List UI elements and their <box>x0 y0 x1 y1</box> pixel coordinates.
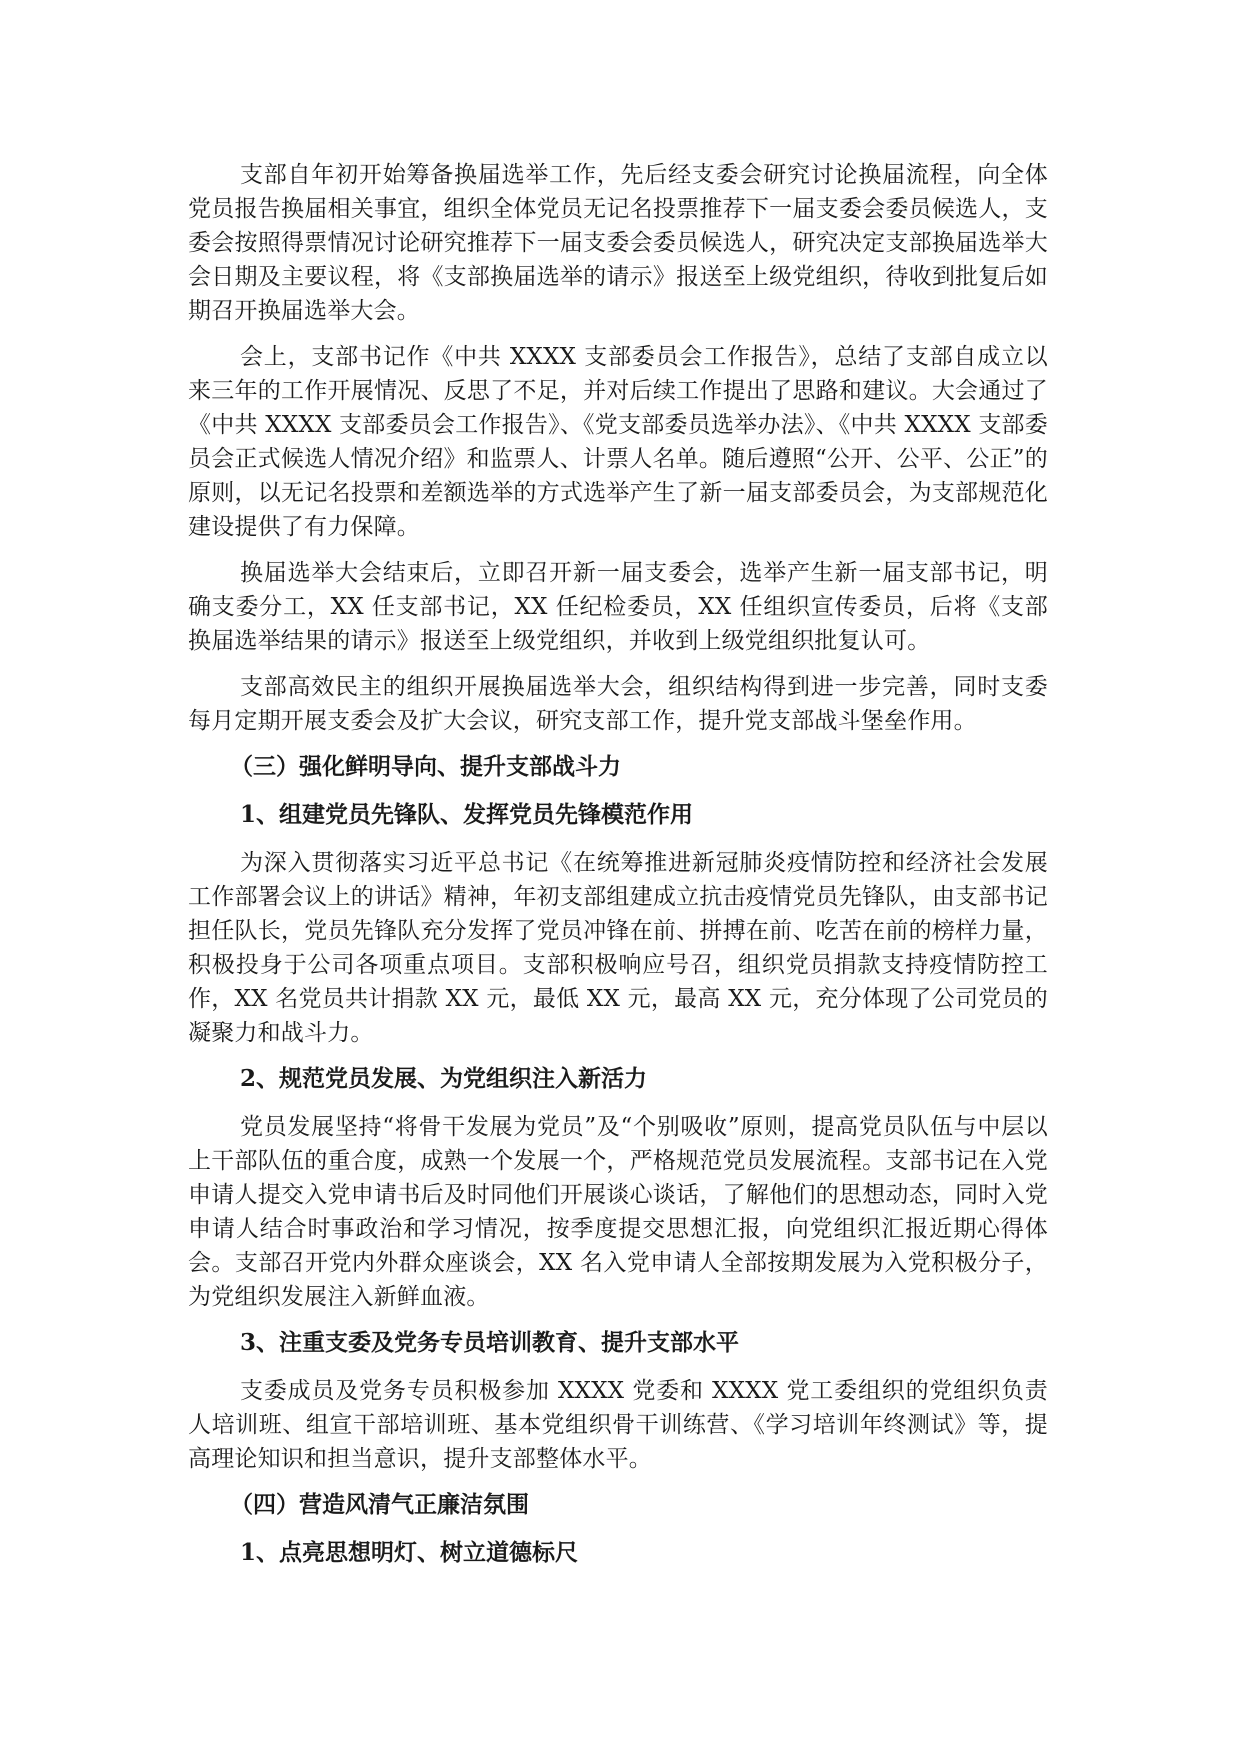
subheading-vanguard-team: 1、组建党员先锋队、发挥党员先锋模范作用 <box>240 801 694 828</box>
paragraph-election-meeting: 会上，支部书记作《中共 XXXX 支部委员会工作报告》，总结了支部自成立以来三年的工作开展情况、反思了不足，并对后续工作提出了思路和建议。大会通过了《中共 XXXX 支部委员会工作报告》、《党支部委员选举办法》、《中共 XXXX 支部委员会正式候选人情况介绍》和监票人、计票人名单。随后遵照“公开、公平、公正”的原则，以无记名投票和差额选举的方式选举产生了新一届支部委员会，为支部规范化建设提供了有力保障。 <box>188 344 1048 540</box>
paragraph-vanguard-team: 为深入贯彻落实习近平总书记《在统筹推进新冠肺炎疫情防控和经济社会发展工作部署会议上的讲话》精神，年初支部组建成立抗击疫情党员先锋队，由支部书记担任队长，党员先锋队充分发挥了党员冲锋在前、拼搏在前、吃苦在前的榜样力量，积极投身于公司各项重点项目。支部积极响应号召，组织党员捐款支持疫情防控工作，XX 名党员共计捐款 XX 元，最低 XX 元，最高 XX 元，充分体现了公司党员的凝聚力和战斗力。 <box>188 850 1048 1046</box>
section-heading-3: （三）强化鲜明导向、提升支部战斗力 <box>230 753 621 780</box>
subheading-training: 3、注重支委及党务专员培训教育、提升支部水平 <box>240 1329 740 1356</box>
paragraph-organization-improvement: 支部高效民主的组织开展换届选举大会，组织结构得到进一步完善，同时支委每月定期开展支委会及扩大会议，研究支部工作，提升党支部战斗堡垒作用。 <box>188 674 1048 734</box>
paragraph-training: 支委成员及党务专员积极参加 XXXX 党委和 XXXX 党工委组织的党组织负责人培训班、组宣干部培训班、基本党组织骨干训练营、《学习培训年终测试》等，提高理论知识和担当意识，提升支部整体水平。 <box>188 1378 1048 1472</box>
paragraph-member-development: 党员发展坚持“将骨干发展为党员”及“个别吸收”原则，提高党员队伍与中层以上干部队伍的重合度，成熟一个发展一个，严格规范党员发展流程。支部书记在入党申请人提交入党申请书后及时同他们开展谈心谈话，了解他们的思想动态，同时入党申请人结合时事政治和学习情况，按季度提交思想汇报，向党组织汇报近期心得体会。支部召开党内外群众座谈会，XX 名入党申请人全部按期发展为入党积极分子，为党组织发展注入新鲜血液。 <box>188 1114 1048 1310</box>
paragraph-new-committee: 换届选举大会结束后，立即召开新一届支委会，选举产生新一届支部书记，明确支委分工，XX 任支部书记，XX 任纪检委员，XX 任组织宣传委员，后将《支部换届选举结果的请示》报送至上级党组织，并收到上级党组织批复认可。 <box>188 560 1048 654</box>
document-body <box>188 158 1048 1584</box>
subheading-member-development: 2、规范党员发展、为党组织注入新活力 <box>240 1065 648 1092</box>
paragraph-election-preparation: 支部自年初开始筹备换届选举工作，先后经支委会研究讨论换届流程，向全体党员报告换届相关事宜，组织全体党员无记名投票推荐下一届支委会委员候选人，支委会按照得票情况讨论研究推荐下一届支委会委员候选人，研究决定支部换届选举大会日期及主要议程，将《支部换届选举的请示》报送至上级党组织，待收到批复后如期召开换届选举大会。 <box>188 162 1048 324</box>
section-heading-4: （四）营造风清气正廉洁氛围 <box>230 1491 529 1518</box>
subheading-moral-standard: 1、点亮思想明灯、树立道德标尺 <box>240 1539 579 1566</box>
